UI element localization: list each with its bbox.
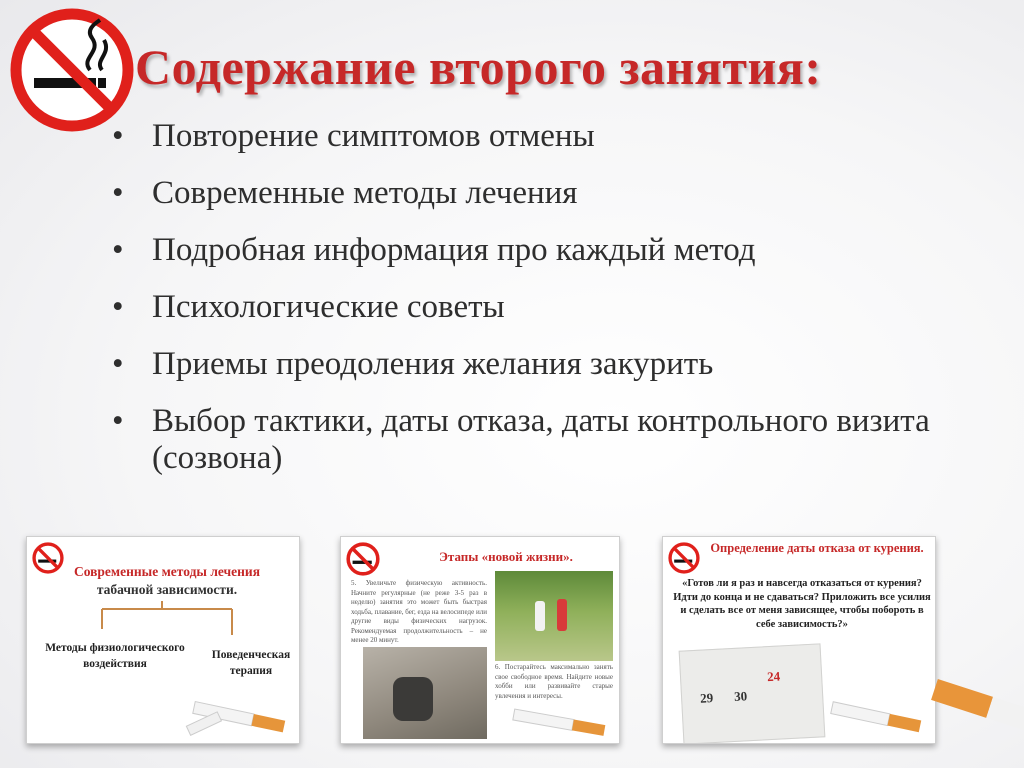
list-item-text: Приемы преодоления желания закурить (152, 346, 714, 382)
bullet-list (110, 118, 990, 497)
list-item (110, 346, 990, 383)
list-item-text: Современные методы лечения (152, 175, 578, 211)
cigarette-icon (821, 697, 931, 737)
list-item (110, 232, 990, 269)
thumbnail-quit-date (662, 536, 936, 744)
step-5-text: 5. Увеличьте физическую активность. Начните регулярные (не реже 3-5 раз в неделю) занятия это может быть быстрая ходьба, плавание, бег, езда на велосипеде или другие виды физических нагрузок. Рекомендуемая продолжительность – не менее 20 минут. (351, 579, 487, 644)
bullet-icon: • (112, 232, 124, 268)
list-item (110, 289, 990, 326)
list-item-text: Подробная информация про каждый метод (152, 232, 756, 268)
list-item-text: Повторение симптомов отмены (152, 118, 595, 154)
step-6-text: 6. Постарайтесь максимально занять свое свободное время. Найдите новые хобби или развивайте старые увлечения и интересы. (495, 663, 613, 700)
page-title: Содержание второго занятия: (135, 39, 822, 95)
right-box: Поведенческая терапия (211, 649, 291, 677)
thumbnail-title: Этапы «новой жизни». (439, 549, 573, 564)
list-item-text: Психологические советы (152, 289, 505, 325)
cigarette-icon (503, 705, 615, 741)
bullet-icon: • (112, 118, 124, 154)
thumbnail-subtitle: табачной зависимости. (96, 582, 238, 597)
running-photo (495, 571, 613, 661)
thumbnail-title: Определение даты отказа от курения. (710, 541, 924, 555)
list-item (110, 403, 990, 477)
thumbnail-methods (26, 536, 300, 744)
list-item-text: Выбор тактики, даты отказа, даты контрольного визита (созвона) (152, 403, 930, 476)
no-smoking-icon (10, 8, 134, 132)
thumbnail-stages (340, 536, 620, 744)
no-smoking-icon (668, 542, 700, 574)
cigarette-icon (928, 664, 1024, 744)
bullet-icon: • (112, 289, 124, 325)
list-item (110, 118, 990, 155)
binoculars-photo (363, 647, 487, 739)
left-box: Методы физиологического воздействия (45, 642, 185, 670)
thumbnail-quote: «Готов ли я раз и навсегда отказаться от курения? Идти до конца и не сдаваться? Приложить все усилия и сделать все от меня зависящее, чтобы побороть в себе зависимость?» (673, 578, 931, 630)
list-item (110, 175, 990, 212)
bullet-icon: • (112, 175, 124, 211)
calendar-number: 24 (766, 668, 781, 685)
calendar-image (679, 643, 826, 744)
bullet-icon: • (112, 403, 124, 439)
bullet-icon: • (112, 346, 124, 382)
calendar-number: 30 (733, 688, 748, 704)
cigarette-icon (183, 697, 295, 737)
thumbnail-title: Современные методы лечения (73, 564, 261, 579)
no-smoking-icon (346, 542, 380, 576)
calendar-number: 29 (699, 690, 714, 706)
